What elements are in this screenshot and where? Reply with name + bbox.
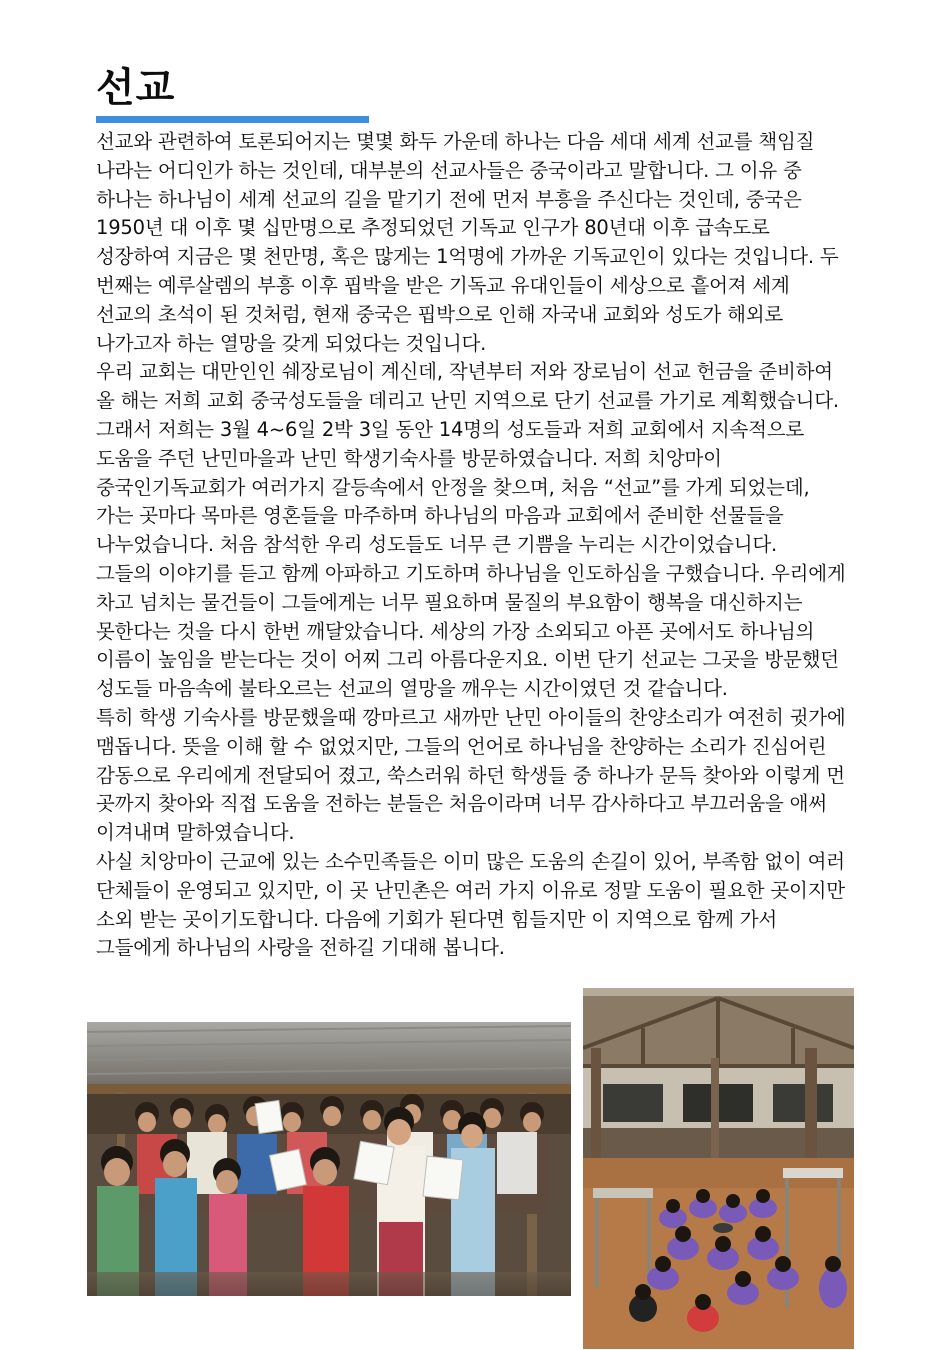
paragraph-1: 선교와 관련하여 토론되어지는 몇몇 화두 가운데 하나는 다음 세대 세계 선교를 책임질 나라는 어디인가 하는 것인데, 대부분의 선교사들은 중국이라고 말합니다. 그 이유 중 하나는 하나님이 세계 선교의 길을 맡기기 전에 먼저 부흥을 주신다는 것인데, 중국은 1950년 대 이후 몇 십만명으로 추정되었던 기독교 인구가 80년대 이후 급속도로 성장하여 지금은 몇 천만명, 혹은 많게는 1억명에 가까운 기독교인이 있다는 것입니다. 두 번째는 예루살렘의 부흥 이후 핍박을 받은 기독교 유대인들이 세상으로 흩어져 세계 선교의 초석이 된 것처럼, 현재 중국은 핍박으로 인해 자국내 교회와 성도가 해외로 나가고자 하는 열망을 갖게 되었다는 것입니다. [96,130,839,355]
paragraph-4: 특히 학생 기숙사를 방문했을때 깡마르고 새까만 난민 아이들의 찬양소리가 여전히 귓가에 맴돕니다. 뜻을 이해 할 수 없었지만, 그들의 언어로 하나님을 찬양하는 소리가 진심어린 감동으로 우리에게 전달되어 졌고, 쑥스러워 하던 학생들 중 하나가 문득 찾아와 이렇게 먼 곳까지 찾아와 직접 도움을 전하는 분들은 처음이라며 너무 감사하다고 부끄러움을 애써 이겨내며 말하였습니다. [96,705,846,845]
paragraph-2: 우리 교회는 대만인인 쉐장로님이 계신데, 작년부터 저와 장로님이 선교 헌금을 준비하여 올 해는 저희 교회 중국성도들을 데리고 난민 지역으로 단기 선교를 가기로 계획했습니다. 그래서 저희는 3월 4~6일 2박 3일 동안 14명의 성도들과 저희 교회에서 지속적으로 도움을 주던 난민마을과 난민 학생기숙사를 방문하였습니다. 저희 치앙마이 중국인기독교회가 여러가지 갈등속에서 안정을 찾으며, 처음 “선교”를 가게 되었는데, 가는 곳마다 목마른 영혼들을 마주하며 하나님의 마음과 교회에서 준비한 선물들을 나누었습니다. 처음 참석한 우리 성도들도 너무 큰 기쁨을 누리는 시간이었습니다. [96,360,839,557]
article-body [96,128,848,963]
paragraph-3: 그들의 이야기를 듣고 함께 아파하고 기도하며 하나님을 인도하심을 구했습니다. 우리에게 차고 넘치는 물건들이 그들에게는 너무 필요하며 물질의 부요함이 행복을 대신하지는 못한다는 것을 다시 한번 깨달았습니다. 세상의 가장 소외되고 아픈 곳에서도 하나님의 이름이 높임을 받는다는 것이 어찌 그리 아름다운지요. 이번 단기 선교는 그곳을 방문했던 성도들 마음속에 불타오르는 선교의 열망을 깨우는 시간이였던 것 같습니다. [96,561,846,701]
photo-children-hall [583,988,854,1349]
page-title: 선교 [96,65,176,111]
paragraph-5: 사실 치앙마이 근교에 있는 소수민족들은 이미 많은 도움의 손길이 있어, 부족함 없이 여러 단체들이 운영되고 있지만, 이 곳 난민촌은 여러 가지 이유로 정말 도움이 필요한 곳이지만 소외 받는 곳이기도합니다. 다음에 기회가 된다면 힘들지만 이 지역으로 함께 가서 그들에게 하나님의 사랑을 전하길 기대해 봅니다. [96,849,845,960]
title-underline [96,116,369,123]
photo-children-singing [87,1022,571,1296]
